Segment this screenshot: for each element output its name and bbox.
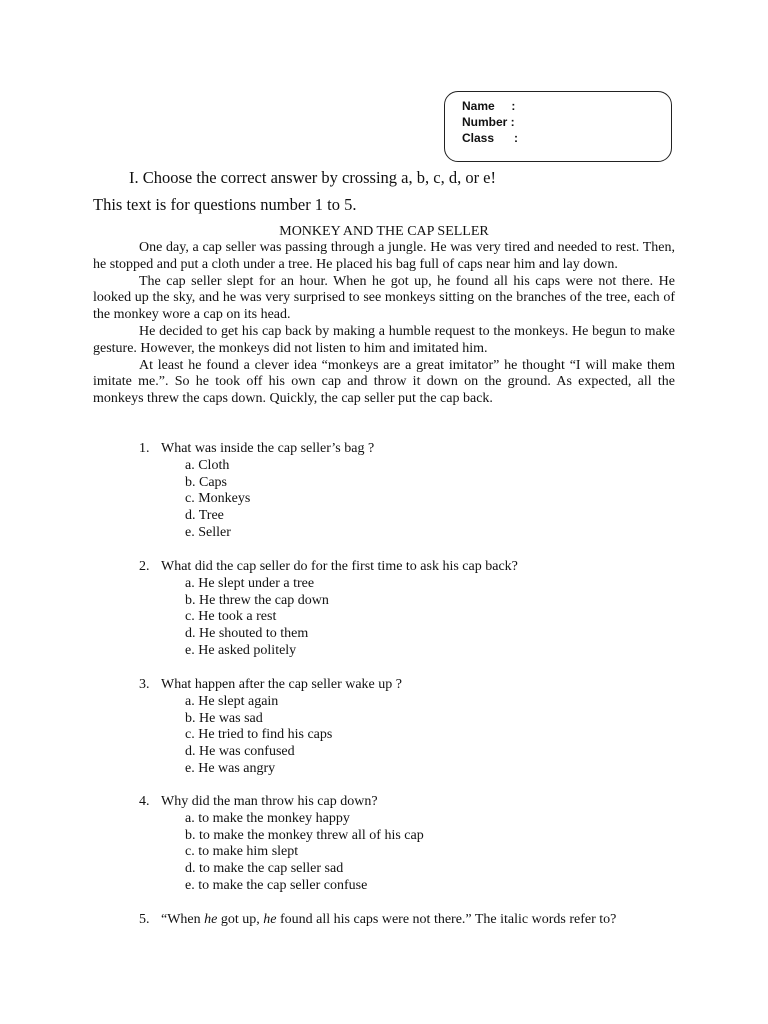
italic-word: he <box>263 912 277 927</box>
number-label: Number : <box>462 115 515 129</box>
story-paragraph: The cap seller slept for an hour. When he got up, he found all his caps were not there. He looked up the sky, and he was very surprised to see monkeys sitting on the branches of the tree, each of the monkey wore a cap on its head. <box>93 273 675 323</box>
option-d[interactable]: d. He shouted to them <box>185 626 309 642</box>
option-d[interactable]: d. to make the cap seller sad <box>185 861 344 877</box>
story-paragraph: At least he found a clever idea “monkeys are a great imitator” he thought “I will make them imitate me.”. So he took off his own cap and throw it down on the ground. As expected, all the monkeys threw the caps down. Quickly, the cap seller put the cap back. <box>93 357 675 407</box>
option-d[interactable]: d. Tree <box>185 508 224 524</box>
question-4 <box>139 794 424 895</box>
question-number: 2. <box>139 559 150 574</box>
option-c[interactable]: c. Monkeys <box>185 491 251 507</box>
class-label: Class : <box>462 131 519 145</box>
option-e[interactable]: e. He was angry <box>185 760 276 776</box>
option-b[interactable]: b. He threw the cap down <box>185 592 329 608</box>
option-d[interactable]: d. He was confused <box>185 744 295 760</box>
options-list <box>139 576 518 660</box>
option-c[interactable]: c. to make him slept <box>185 844 299 860</box>
student-info-box <box>444 91 672 162</box>
option-b[interactable]: b. He was sad <box>185 710 263 726</box>
option-a[interactable]: a. He slept under a tree <box>185 575 315 591</box>
option-a[interactable]: a. He slept again <box>185 693 279 709</box>
question-5 <box>139 912 616 929</box>
question-text: What happen after the cap seller wake up ? <box>161 677 402 692</box>
question-text-part: “When <box>161 912 205 927</box>
options-list <box>139 694 402 778</box>
option-b[interactable]: b. to make the monkey threw all of his cap <box>185 827 424 843</box>
question-2 <box>139 559 518 660</box>
question-text-part: found all his caps were not there.” The italic words refer to? <box>276 912 617 927</box>
name-label: Name : <box>462 99 516 113</box>
options-list <box>139 811 424 895</box>
option-c[interactable]: c. He tried to find his caps <box>185 727 333 743</box>
story-paragraph: One day, a cap seller was passing through a jungle. He was very tired and needed to rest. Then, he stopped and put a cloth under a tree. He placed his bag full of caps near him and lay down. <box>93 240 675 272</box>
text-for-note: This text is for questions number 1 to 5. <box>93 195 357 214</box>
section-instruction: I. Choose the correct answer by crossing a, b, c, d, or e! <box>129 168 497 187</box>
question-text: What did the cap seller do for the first time to ask his cap back? <box>161 559 518 574</box>
option-a[interactable]: a. to make the monkey happy <box>185 810 350 826</box>
option-c[interactable]: c. He took a rest <box>185 609 277 625</box>
question-number: 5. <box>139 912 150 927</box>
option-e[interactable]: e. He asked politely <box>185 642 297 658</box>
italic-word: he <box>204 912 218 927</box>
question-number: 3. <box>139 677 150 692</box>
question-number: 1. <box>139 441 150 456</box>
option-b[interactable]: b. Caps <box>185 474 227 490</box>
question-text: Why did the man throw his cap down? <box>161 794 378 809</box>
option-e[interactable]: e. to make the cap seller confuse <box>185 877 368 893</box>
question-text-part: got up, <box>217 912 264 927</box>
question-1 <box>139 441 374 542</box>
story-paragraph: He decided to get his cap back by making a humble request to the monkeys. He begun to make gesture. However, the monkeys did not listen to him and imitated him. <box>93 323 675 356</box>
question-text: What was inside the cap seller’s bag ? <box>161 441 375 456</box>
question-number: 4. <box>139 794 150 809</box>
option-a[interactable]: a. Cloth <box>185 457 230 473</box>
story-text <box>93 240 675 408</box>
story-title: MONKEY AND THE CAP SELLER <box>279 224 489 239</box>
question-3 <box>139 677 402 778</box>
options-list <box>139 458 374 542</box>
option-e[interactable]: e. Seller <box>185 524 231 540</box>
